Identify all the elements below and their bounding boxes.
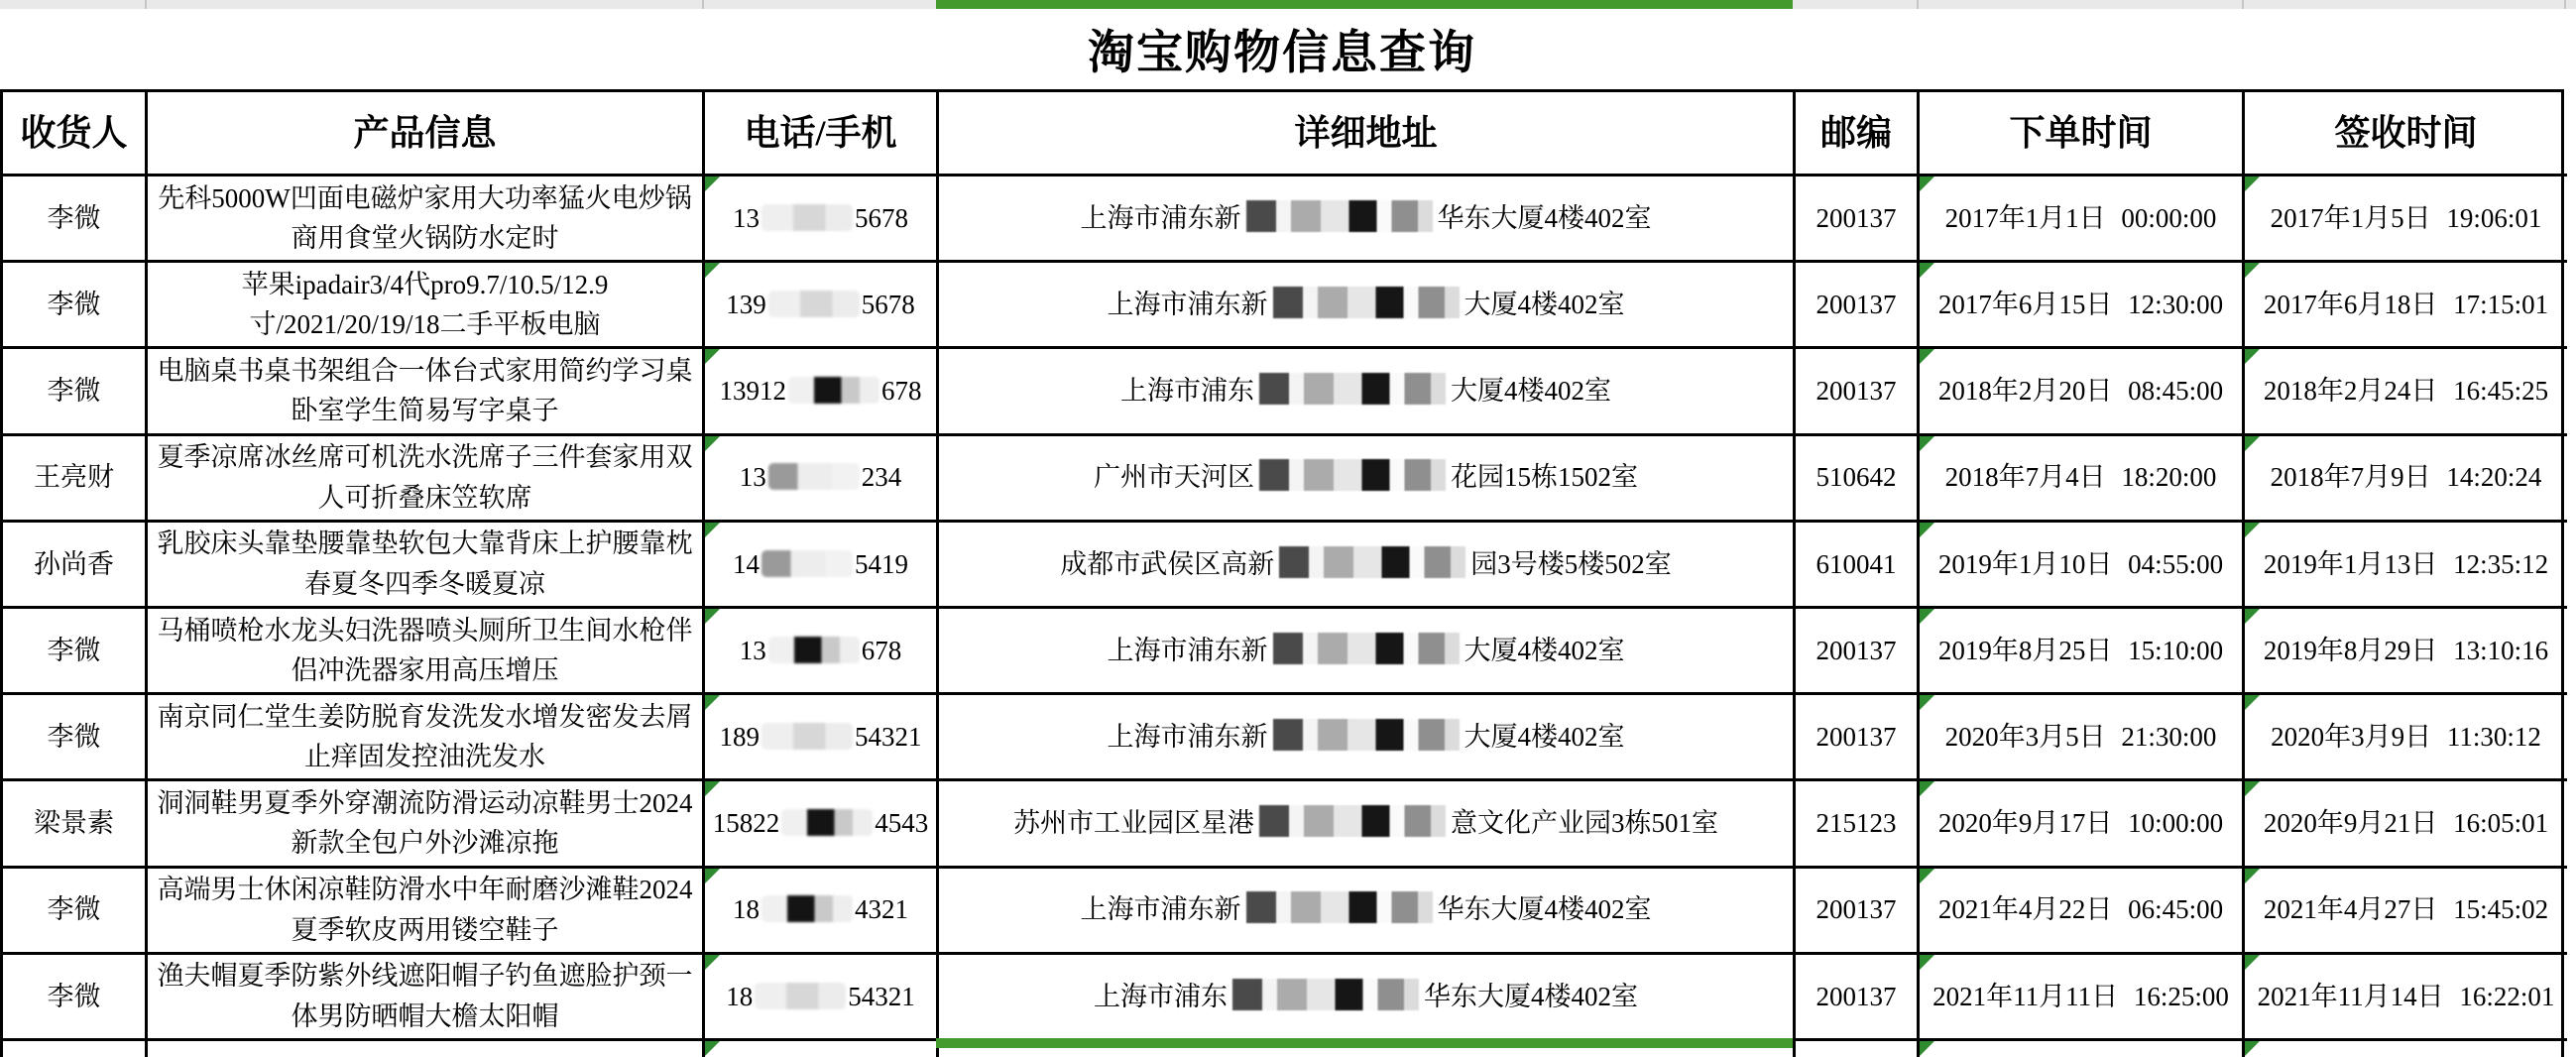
phone-redaction-blur xyxy=(768,463,860,490)
order-time-cell[interactable]: 2017年6月15日 12:30:00 xyxy=(1920,263,2245,349)
sign-time-cell[interactable]: 2017年6月18日 17:15:01 xyxy=(2245,263,2567,349)
zip-cell[interactable]: 200137 xyxy=(1796,955,1920,1041)
recipient-cell[interactable]: 李微 xyxy=(3,263,148,349)
order-time-cell[interactable]: 2021年4月22日 06:45:00 xyxy=(1920,869,2245,955)
column-divider xyxy=(145,0,147,9)
recipient-cell[interactable]: 梁景素 xyxy=(3,781,148,868)
address-redaction-pixelation xyxy=(1273,633,1460,664)
product-cell[interactable]: 夏季凉席冰丝席可机洗水洗席子三件套家用双人可折叠床笠软席 xyxy=(148,436,705,523)
column-divider xyxy=(1917,0,1919,9)
sign-time-cell[interactable]: 2019年1月13日 12:35:12 xyxy=(2245,523,2567,609)
address-cell[interactable]: 上海市浦东 大厦4楼402室 xyxy=(939,349,1796,435)
phone-redaction-blur xyxy=(761,550,853,577)
order-time-cell[interactable]: 2018年2月20日 08:45:00 xyxy=(1920,349,2245,435)
error-triangle-icon xyxy=(2245,609,2260,624)
zip-cell[interactable]: 610041 xyxy=(1796,523,1920,609)
product-cell[interactable]: 先科5000W凹面电磁炉家用大功率猛火电炒锅商用食堂火锅防水定时 xyxy=(148,176,705,263)
zip-cell[interactable]: 200137 xyxy=(1796,609,1920,695)
column-header-zip[interactable]: 邮编 xyxy=(1796,92,1920,176)
page-title: 淘宝购物信息查询 xyxy=(1088,28,1476,79)
address-cell[interactable]: 上海市浦东新 大厦4楼402室 xyxy=(939,263,1796,349)
sign-time-cell[interactable]: 2020年3月9日 11:30:12 xyxy=(2245,695,2567,781)
recipient-cell[interactable]: 李微 xyxy=(3,349,148,435)
error-triangle-icon xyxy=(705,436,720,451)
recipient-cell[interactable]: 孙尚香 xyxy=(3,523,148,609)
error-triangle-icon xyxy=(1920,349,1934,364)
phone-cell[interactable]: 13 5678 xyxy=(705,176,939,263)
order-time-cell[interactable]: 2018年7月4日 18:20:00 xyxy=(1920,436,2245,523)
error-triangle-icon xyxy=(2245,176,2260,191)
zip-cell[interactable]: 200137 xyxy=(1796,869,1920,955)
sign-time-cell[interactable]: 2018年7月9日 14:20:24 xyxy=(2245,436,2567,523)
error-triangle-icon xyxy=(2245,349,2260,364)
phone-redaction-blur xyxy=(761,204,853,231)
column-header-order-time[interactable]: 下单时间 xyxy=(1920,92,2245,176)
error-triangle-icon xyxy=(1920,263,1934,278)
error-triangle-icon xyxy=(705,523,720,537)
sign-time-cell[interactable]: 2021年4月27日 15:45:02 xyxy=(2245,869,2567,955)
phone-cell[interactable]: 13912 678 xyxy=(705,349,939,435)
address-redaction-pixelation xyxy=(1246,200,1433,232)
column-divider xyxy=(2564,0,2566,9)
product-cell[interactable]: 高端男士休闲凉鞋防滑水中年耐磨沙滩鞋2024夏季软皮两用镂空鞋子 xyxy=(148,869,705,955)
sign-time-cell[interactable]: 2019年8月29日 13:10:16 xyxy=(2245,609,2567,695)
product-cell[interactable]: 渔夫帽夏季防紫外线遮阳帽子钓鱼遮脸护颈一体男防晒帽大檐太阳帽 xyxy=(148,955,705,1041)
address-redaction-pixelation xyxy=(1273,287,1460,318)
zip-cell[interactable]: 200137 xyxy=(1796,695,1920,781)
sign-time-cell[interactable]: 2017年1月5日 19:06:01 xyxy=(2245,176,2567,263)
error-triangle-icon xyxy=(705,349,720,364)
phone-redaction-blur xyxy=(768,291,860,317)
phone-redaction-blur xyxy=(781,809,873,836)
address-redaction-pixelation xyxy=(1259,373,1446,405)
error-triangle-icon xyxy=(705,781,720,796)
error-triangle-icon xyxy=(2245,869,2260,883)
phone-redaction-blur xyxy=(761,723,853,750)
product-cell[interactable]: 苹果ipadair3/4代pro9.7/10.5/12.9寸/2021/20/19/18二手平板电脑 xyxy=(148,263,705,349)
phone-cell[interactable]: 15822 4543 xyxy=(705,781,939,868)
error-triangle-icon xyxy=(1920,176,1934,191)
product-cell[interactable]: 乳胶床头靠垫腰靠垫软包大靠背床上护腰靠枕春夏冬四季冬暖夏凉 xyxy=(148,523,705,609)
phone-cell[interactable]: 18 4321 xyxy=(705,869,939,955)
order-time-cell[interactable]: 2020年3月5日 21:30:00 xyxy=(1920,695,2245,781)
phone-redaction-blur xyxy=(788,377,879,404)
error-triangle-icon xyxy=(1920,869,1934,883)
address-redaction-pixelation xyxy=(1259,805,1446,837)
address-redaction-pixelation xyxy=(1246,891,1433,923)
address-redaction-pixelation xyxy=(1232,979,1419,1010)
recipient-cell[interactable]: 王亮财 xyxy=(3,436,148,523)
column-header-product[interactable]: 产品信息 xyxy=(148,92,705,176)
next-row-sign-time-cell[interactable] xyxy=(2245,1041,2567,1057)
error-triangle-icon xyxy=(705,955,720,970)
phone-cell[interactable]: 18 54321 xyxy=(705,955,939,1041)
error-triangle-icon xyxy=(1920,1041,1934,1056)
address-redaction-pixelation xyxy=(1279,546,1465,578)
error-triangle-icon xyxy=(1920,609,1934,624)
sign-time-cell[interactable]: 2020年9月21日 16:05:01 xyxy=(2245,781,2567,868)
error-triangle-icon xyxy=(1920,436,1934,451)
recipient-cell[interactable]: 李微 xyxy=(3,869,148,955)
zip-cell[interactable]: 215123 xyxy=(1796,781,1920,868)
phone-cell[interactable]: 139 5678 xyxy=(705,263,939,349)
next-row-order-time-cell[interactable] xyxy=(1920,1041,2245,1057)
phone-cell[interactable]: 189 54321 xyxy=(705,695,939,781)
zip-cell[interactable]: 200137 xyxy=(1796,263,1920,349)
error-triangle-icon xyxy=(705,695,720,710)
recipient-cell[interactable]: 李微 xyxy=(3,176,148,263)
phone-cell[interactable]: 14 5419 xyxy=(705,523,939,609)
order-time-cell[interactable]: 2019年1月10日 04:55:00 xyxy=(1920,523,2245,609)
error-triangle-icon xyxy=(1920,781,1934,796)
column-header-phone[interactable]: 电话/手机 xyxy=(705,92,939,176)
phone-cell[interactable]: 13 234 xyxy=(705,436,939,523)
address-cell[interactable]: 上海市浦东新 华东大厦4楼402室 xyxy=(939,176,1796,263)
address-cell[interactable]: 上海市浦东新 大厦4楼402室 xyxy=(939,609,1796,695)
next-row-recipient-cell[interactable] xyxy=(3,1041,148,1057)
address-cell[interactable]: 上海市浦东 华东大厦4楼402室 xyxy=(939,955,1796,1041)
selected-column-highlight xyxy=(936,0,1793,9)
order-time-cell[interactable]: 2020年9月17日 10:00:00 xyxy=(1920,781,2245,868)
address-cell[interactable]: 苏州市工业园区星港 意文化产业园3栋501室 xyxy=(939,781,1796,868)
error-triangle-icon xyxy=(2245,523,2260,537)
sign-time-cell[interactable]: 2018年2月24日 16:45:25 xyxy=(2245,349,2567,435)
column-header-recipient[interactable]: 收货人 xyxy=(3,92,148,176)
error-triangle-icon xyxy=(1920,955,1934,970)
column-header-sign-time[interactable]: 签收时间 xyxy=(2245,92,2567,176)
error-triangle-icon xyxy=(1920,523,1934,537)
address-cell[interactable]: 上海市浦东新 大厦4楼402室 xyxy=(939,695,1796,781)
orders-table xyxy=(0,89,2564,1057)
product-cell[interactable]: 南京同仁堂生姜防脱育发洗发水增发密发去屑止痒固发控油洗发水 xyxy=(148,695,705,781)
address-cell[interactable]: 上海市浦东新 华东大厦4楼402室 xyxy=(939,869,1796,955)
phone-redaction-blur xyxy=(761,895,853,922)
recipient-cell[interactable]: 李微 xyxy=(3,609,148,695)
address-redaction-pixelation xyxy=(1273,719,1460,751)
zip-cell[interactable]: 200137 xyxy=(1796,349,1920,435)
address-cell[interactable]: 广州市天河区 花园15栋1502室 xyxy=(939,436,1796,523)
product-cell[interactable]: 电脑桌书桌书架组合一体台式家用简约学习桌卧室学生简易写字桌子 xyxy=(148,349,705,435)
selected-column-underline xyxy=(936,1038,1793,1048)
product-cell[interactable]: 洞洞鞋男夏季外穿潮流防滑运动凉鞋男士2024新款全包户外沙滩凉拖 xyxy=(148,781,705,868)
error-triangle-icon xyxy=(705,176,720,191)
recipient-cell[interactable]: 李微 xyxy=(3,695,148,781)
recipient-cell[interactable]: 李微 xyxy=(3,955,148,1041)
order-time-cell[interactable]: 2019年8月25日 15:10:00 xyxy=(1920,609,2245,695)
next-row-zip-cell[interactable] xyxy=(1796,1041,1920,1057)
column-divider xyxy=(2242,0,2244,9)
order-time-cell[interactable]: 2017年1月1日 00:00:00 xyxy=(1920,176,2245,263)
order-time-cell[interactable]: 2021年11月11日 16:25:00 xyxy=(1920,955,2245,1041)
next-row-product-cell[interactable] xyxy=(148,1041,705,1057)
address-cell[interactable]: 成都市武侯区高新 园3号楼5楼502室 xyxy=(939,523,1796,609)
error-triangle-icon xyxy=(705,1041,720,1056)
error-triangle-icon xyxy=(2245,781,2260,796)
sign-time-cell[interactable]: 2021年11月14日 16:22:01 xyxy=(2245,955,2567,1041)
error-triangle-icon xyxy=(705,869,720,883)
error-triangle-icon xyxy=(2245,695,2260,710)
error-triangle-icon xyxy=(2245,263,2260,278)
next-row-phone-cell[interactable] xyxy=(705,1041,939,1057)
phone-cell[interactable]: 13 678 xyxy=(705,609,939,695)
column-divider xyxy=(702,0,704,9)
error-triangle-icon xyxy=(2245,1041,2260,1056)
error-triangle-icon xyxy=(2245,955,2260,970)
address-redaction-pixelation xyxy=(1259,459,1446,491)
error-triangle-icon xyxy=(1920,695,1934,710)
error-triangle-icon xyxy=(2245,436,2260,451)
phone-redaction-blur xyxy=(768,637,860,663)
error-triangle-icon xyxy=(705,609,720,624)
error-triangle-icon xyxy=(705,263,720,278)
column-header-strip xyxy=(0,0,2576,9)
product-cell[interactable]: 马桶喷枪水龙头妇洗器喷头厕所卫生间水枪伴侣冲洗器家用高压增压 xyxy=(148,609,705,695)
column-header-address[interactable]: 详细地址 xyxy=(939,92,1796,176)
phone-redaction-blur xyxy=(755,983,846,1009)
zip-cell[interactable]: 200137 xyxy=(1796,176,1920,263)
zip-cell[interactable]: 510642 xyxy=(1796,436,1920,523)
